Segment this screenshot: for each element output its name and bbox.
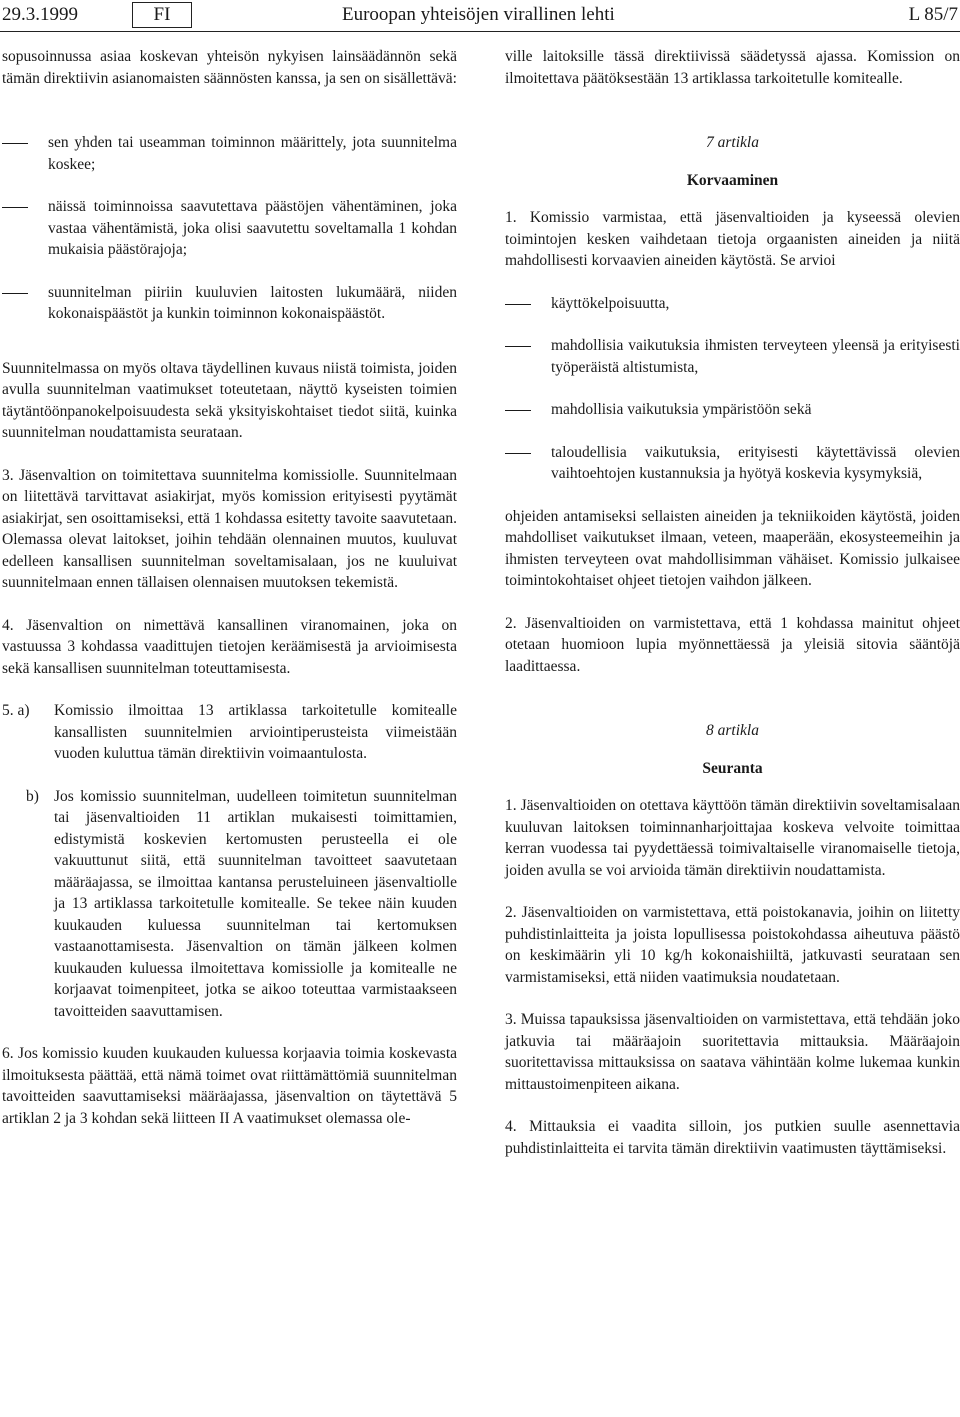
dash-mark bbox=[505, 399, 551, 421]
dash-mark bbox=[2, 132, 48, 175]
dash-mark bbox=[505, 293, 551, 315]
dash-item bbox=[2, 132, 457, 175]
paragraph-3: 3. Jäsenvaltion on toimitettava suunnitelma komissiolle. Suunnitelmaan on liitettävä tarvittavat asiakirjat, myös komission erityisesti pyytämät asiakirjat, sen osoittamiseksi, että 1 kohdassa esitetty tavoite saavutetaan. Olemassa olevat laitokset, joihin tehdään olennainen muutos, kuuluvat edelleen kansallisen suunnitelman soveltamisalaan, jos ne kuuluivat suunnitelmaan ennen tällaisen olennaisen muutoksen tekemistä. bbox=[2, 466, 457, 591]
paragraph-6: 6. Jos komissio kuuden kuukauden kuluessa korjaavia toimia koskevasta ilmoituksesta päättää, että nämä toimet ovat riittämättömiä suunnitelman tavoitteiden saavuttamiseksi määräajassa, jäsenvaltion on täytettävä 5 artiklan 2 ja 3 kohdan sekä liitteen II A vaatimukset olemassa ole- bbox=[2, 1045, 457, 1127]
dash-text: taloudellisia vaikutuksia, erityisesti käytettävissä olevien vaihtoehtojen kustannuksia ja hyötyä koskevia kysymyksiä, bbox=[551, 443, 960, 482]
dash-item bbox=[2, 196, 457, 261]
paragraph-5a bbox=[2, 700, 457, 765]
dash-text: sen yhden tai useamman toiminnon määrittely, jota suunnitelma koskee; bbox=[48, 134, 457, 173]
dash-mark bbox=[2, 196, 48, 261]
item-label: b) bbox=[26, 787, 39, 805]
left-column bbox=[2, 46, 457, 1129]
continued-paragraph: ville laitoksille tässä direktiivissä säädetyssä ajassa. Komission on ilmoitettava päätöksestään 13 artiklassa tarkoitetulle komitealle. bbox=[505, 48, 960, 87]
article-8-title: Seuranta bbox=[702, 759, 763, 777]
page-number: L 85/7 bbox=[908, 4, 958, 25]
dash-mark bbox=[505, 442, 551, 485]
dash-text: näissä toiminnoissa saavutettava päästöjen vähentäminen, joka vastaa vähentämistä, joka olisi saavutettu soveltamalla 1 kohdan mukaisia päästörajoja; bbox=[48, 198, 457, 258]
dash-item bbox=[505, 442, 960, 485]
item-label: 5. a) bbox=[2, 702, 30, 719]
paragraph-4: 4. Jäsenvaltion on nimettävä kansallinen viranomainen, joka on vastuussa 3 kohdassa vaadittujen tietojen keräämisestä ja arvioimisesta sekä kansallisen suunnitelman toteuttamisesta. bbox=[2, 616, 457, 677]
right-column bbox=[505, 46, 960, 1159]
dash-text: suunnitelman piiriin kuuluvien laitosten lukumäärä, niiden kokonaispäästöt ja kunkin toiminnon kokonaispäästöt. bbox=[48, 283, 457, 322]
dash-item bbox=[505, 399, 960, 421]
article-7-paragraph-2: 2. Jäsenvaltioiden on varmistettava, että 1 kohdassa mainitut ohjeet otetaan huomioon lupia myönnettäessä ja yleisiä sitovia sääntöjä laadittaessa. bbox=[505, 614, 960, 675]
language-badge: FI bbox=[132, 2, 192, 28]
dash-mark bbox=[2, 282, 48, 325]
intro-paragraph: sopusoinnussa asiaa koskevan yhteisön nykyisen lainsäädännön sekä tämän direktiivin asianomaisten säännösten kanssa, ja sen on sisällettävä: bbox=[2, 48, 457, 87]
dash-mark bbox=[505, 335, 551, 378]
dash-item bbox=[505, 335, 960, 378]
article-7-number: 7 artikla bbox=[706, 134, 759, 151]
article-8-paragraph-1: 1. Jäsenvaltioiden on otettava käyttöön tämän direktiivin soveltamisalaan kuuluvan laitoksen toiminnanharjoittajaa koskeva velvoite toimittaa kerran vuodessa tai pyydettäessä toimivaltaiselle viranomaiselle tietoja, joiden avulla se voi arvioida tämän direktiivin noudattamista. bbox=[505, 797, 960, 879]
article-8-number: 8 artikla bbox=[706, 722, 759, 739]
dash-item bbox=[505, 293, 960, 315]
article-8-paragraph-2: 2. Jäsenvaltioiden on varmistettava, että poistokanavia, joihin on liitetty puhdistinlaitteita ja joista lopullisessa poistokohdassa aiheutuva päästö on keskimäärin yli 10 kg/h kokonaishiiltä, jatkuvasti seurataan sen varmistamiseksi, että niiden vaatimuksia noudatetaan. bbox=[505, 904, 960, 986]
paragraph-5b bbox=[2, 786, 457, 1023]
item-text: Jos komissio suunnitelman, uudelleen toimitetun suunnitelman tai jäsenvaltioiden 11 artiklan mukaisesti toimittamien, edistymistä koskevien kertomusten perusteella ei ole vakuuttunut siitä, että suunnitelman tavoitteet saavutetaan määräajassa, se ilmoittaa kantansa perusteluineen jäsenvaltiolle ja 13 artiklassa tarkoitetulle komitealle. Se tekee näin kuuden kuukauden kuluessa suunnitelman tai kertomuksen vastaanottamisesta. Jäsenvaltion on tämän jälkeen kolmen kuukauden kuluessa ilmoitettava komissiolle ja komitealle ne korjaavat toimenpiteet, jotka se aikoo toteuttaa varmistaakseen tavoitteiden saavuttamisen. bbox=[54, 787, 457, 1020]
page-header bbox=[0, 0, 960, 34]
dash-text: käyttökelpoisuutta, bbox=[551, 294, 670, 312]
article-7-title: Korvaaminen bbox=[686, 171, 779, 189]
article-8-paragraph-3: 3. Muissa tapauksissa jäsenvaltioiden on varmistettava, että tehdään joko jatkuvia tai määräajoin suoritettavia mittauksia. Määräajoin suoritettavissa mittauksissa on saatava vähintään kolme lukemaa kunkin mittaustoimenpiteen aikana. bbox=[505, 1011, 960, 1093]
description-paragraph: Suunnitelmassa on myös oltava täydellinen kuvaus niistä toimista, joiden avulla suunnitelman vaatimukset toteutetaan, näyttö kyseisten toimien täytäntöönpanokelpoisuudesta sekä yksityiskohtaiset tiedot siitä, kuinka suunnitelman noudattamista seurataan. bbox=[2, 359, 457, 441]
header-date: 29.3.1999 bbox=[2, 4, 78, 25]
journal-title: Euroopan yhteisöjen virallinen lehti bbox=[342, 4, 615, 25]
article-7-paragraph-1-end: ohjeiden antamiseksi sellaisten aineiden ja tekniikoiden käytöstä, joiden mahdolliset vaikutukset ilmaan, veteen, maaperään, ekosysteemeihin ja ihmisten terveyteen ovat mahdollisimman vähäiset. Komissio julkaisee toimintokohtaiset ohjeet tietojen vaihdon jälkeen. bbox=[505, 507, 960, 589]
item-text: Komissio ilmoittaa 13 artiklassa tarkoitetulle komitealle kansallisten suunnitelmien arviointiperusteista viimeistään vuoden kuluttua tämän direktiivin voimaantulosta. bbox=[54, 702, 457, 762]
dash-text: mahdollisia vaikutuksia ympäristöön sekä bbox=[551, 401, 812, 418]
header-rule bbox=[0, 31, 960, 32]
dash-item bbox=[2, 282, 457, 325]
article-7-paragraph-1: 1. Komissio varmistaa, että jäsenvaltioiden ja kyseessä olevien toimintojen kesken vaihdetaan tietoja orgaanisten aineiden ja niitä mahdollisesti korvaavien aineiden käytöstä. Se arvioi bbox=[505, 209, 960, 269]
article-8-paragraph-4: 4. Mittauksia ei vaadita silloin, jos putkien suulle asennettavia puhdistinlaitteita ei tarvita tämän direktiivin vaatimusten täyttämiseksi. bbox=[505, 1118, 960, 1157]
dash-text: mahdollisia vaikutuksia ihmisten terveyteen yleensä ja erityisesti työperäistä altistumista, bbox=[551, 337, 960, 376]
